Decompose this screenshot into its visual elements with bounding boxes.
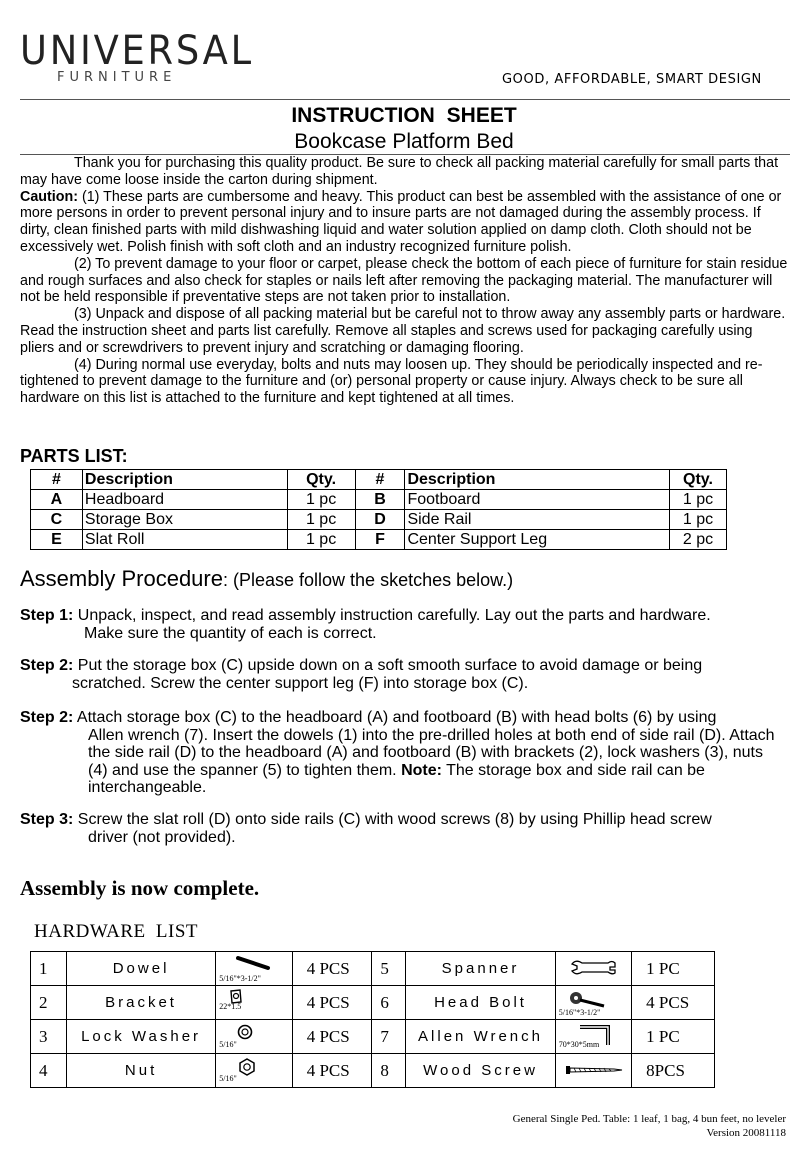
- hardware-number: 2: [31, 986, 67, 1020]
- hardware-number: 3: [31, 1020, 67, 1054]
- col-header: Qty.: [670, 470, 727, 490]
- header-divider: [20, 99, 790, 100]
- hardware-name: Lock Washer: [66, 1020, 215, 1054]
- intro-text: [20, 155, 788, 407]
- step-3: [20, 709, 788, 797]
- caution-paragraph: [20, 189, 788, 256]
- brand-logo-subtitle: FURNITURE: [57, 70, 177, 85]
- step-text: Unpack, inspect, and read assembly instruction carefully. Lay out the parts and hardware.: [73, 607, 711, 624]
- hardware-image: [216, 1020, 292, 1054]
- parts-list-heading: PARTS LIST:: [20, 446, 128, 466]
- part-qty: 1 pc: [287, 530, 355, 550]
- page-title: INSTRUCTION SHEET: [291, 104, 517, 127]
- nut-icon: [238, 1058, 256, 1076]
- hardware-image: [555, 986, 631, 1020]
- hardware-number: 4: [31, 1054, 67, 1088]
- part-qty: 1 pc: [287, 510, 355, 530]
- hardware-size: 5/16": [219, 1040, 237, 1049]
- part-description: Side Rail: [405, 510, 670, 530]
- part-id: B: [355, 490, 405, 510]
- footer-version: Version 20081118: [706, 1127, 786, 1139]
- part-qty: 2 pc: [670, 530, 727, 550]
- part-description: Center Support Leg: [405, 530, 670, 550]
- part-id: C: [31, 510, 83, 530]
- hardware-qty: 4 PCS: [632, 986, 715, 1020]
- assembly-complete: Assembly is now complete.: [20, 876, 260, 900]
- hardware-image: [216, 952, 292, 986]
- table-row: [31, 1020, 715, 1054]
- part-qty: 1 pc: [670, 510, 727, 530]
- hardware-qty: 1 PC: [632, 1020, 715, 1054]
- caution-paragraph-4: (4) During normal use everyday, bolts and nuts may loosen up. They should be periodically inspected and re-tightened to prevent damage to the furniture and (or) personal property or cause injury. Always check to be sure all hardware on this list is attached to the furniture and kept tightened at all times.: [20, 356, 763, 407]
- step-label: Step 2:: [20, 709, 74, 726]
- hardware-size: 5/16": [219, 1074, 237, 1083]
- hardware-name: Bracket: [66, 986, 215, 1020]
- caution-text: (1) These parts are cumbersome and heavy. This product can best be assembled with the assistance of one or more persons in order to prevent personal injury and to insure parts are not damaged during the assembly process. If dirty, clean finished parts with mild dishwashing liquid and water solution applied on damp cloth. Cloth should not be excessively wet. Polish finish with soft cloth and an industry recognized furniture polish.: [20, 188, 782, 255]
- intro-paragraph: Thank you for purchasing this quality product. Be sure to check all packing material carefully for small parts that may have come loose inside the carton during shipment.: [20, 155, 779, 188]
- part-description: Headboard: [82, 490, 287, 510]
- part-qty: 1 pc: [670, 490, 727, 510]
- part-description: Slat Roll: [82, 530, 287, 550]
- parts-table: [30, 469, 727, 550]
- hardware-qty: 4 PCS: [292, 986, 372, 1020]
- col-header: Description: [82, 470, 287, 490]
- hardware-qty: 4 PCS: [292, 1020, 372, 1054]
- lock-washer-icon: [236, 1023, 254, 1041]
- hardware-qty: 4 PCS: [292, 952, 372, 986]
- hardware-number: 5: [372, 952, 406, 986]
- table-row: [31, 986, 715, 1020]
- spanner-icon: [568, 958, 618, 978]
- hardware-list-heading: HARDWARE LIST: [34, 921, 199, 942]
- brand-logo: UNIVERSAL: [20, 28, 254, 74]
- hardware-name: Head Bolt: [406, 986, 555, 1020]
- step-text-body: Allen wrench (7). Insert the dowels (1) into the pre-drilled holes at both end of side rail (D). Attach the side rail (D) to the headboard (A) and footboard (B) with brackets (2), lock washers (3), nuts (4) and use the spanner (5) to tighten them.: [88, 726, 775, 779]
- hardware-image: [555, 1054, 631, 1088]
- step-label: Step 1:: [20, 607, 74, 624]
- caution-paragraph-3: (3) Unpack and dispose of all packing material but be careful not to throw away any assembly parts or hardware. Read the instruction sheet and parts list carefully. Remove all staples and screws used for packaging carefully using pliers and or screwdrivers to prevent injury and scratching or damaging flooring.: [20, 306, 786, 356]
- part-id: E: [31, 530, 83, 550]
- page-subtitle: Bookcase Platform Bed: [294, 130, 514, 153]
- hardware-number: 6: [372, 986, 406, 1020]
- step-text-cont: driver (not provided).: [88, 828, 236, 846]
- col-header: #: [355, 470, 405, 490]
- parts-table-header: [31, 470, 727, 490]
- hardware-size: 5/16"*3-1/2": [219, 974, 261, 983]
- hardware-qty: 8PCS: [632, 1054, 715, 1088]
- caution-paragraph-2: (2) To prevent damage to your floor or carpet, please check the bottom of each piece of furniture for stain residue and rough surfaces and also check for staples or nails left after removing the packaging material. The manufacturer will not be held responsible if preventative steps are not taken prior to installation.: [20, 255, 788, 306]
- tagline: GOOD, AFFORDABLE, SMART DESIGN: [502, 72, 762, 87]
- step-text-cont: Make sure the quantity of each is correct.: [84, 624, 377, 642]
- hardware-name: Allen Wrench: [406, 1020, 555, 1054]
- hardware-table: [30, 951, 715, 1088]
- hardware-name: Dowel: [66, 952, 215, 986]
- hardware-number: 8: [372, 1054, 406, 1088]
- col-header: #: [31, 470, 83, 490]
- assembly-heading-text: Assembly Procedure: [20, 566, 223, 591]
- table-row: [31, 530, 727, 550]
- wood-screw-icon: [564, 1063, 626, 1077]
- footer-note: General Single Ped. Table: 1 leaf, 1 bag, 4 bun feet, no leveler: [512, 1113, 786, 1125]
- hardware-size: 5/16"*3-1/2": [558, 1008, 601, 1017]
- hardware-image: [216, 1054, 292, 1088]
- step-1: [20, 607, 788, 642]
- step-text: Screw the slat roll (D) onto side rails (C) with wood screws (8) by using Phillip head screw: [73, 811, 712, 828]
- assembly-heading-note: : (Please follow the sketches below.): [222, 570, 514, 590]
- step-text-cont: scratched. Screw the center support leg (F) into storage box (C).: [72, 674, 529, 692]
- hardware-image: [216, 986, 292, 1020]
- hardware-name: Wood Screw: [406, 1054, 555, 1088]
- table-row: [31, 490, 727, 510]
- table-row: [31, 510, 727, 530]
- col-header: Qty.: [287, 470, 355, 490]
- col-header: Description: [405, 470, 670, 490]
- table-row: [31, 1054, 715, 1088]
- step-label: Step 3:: [20, 811, 74, 828]
- note-text: The storage box and side rail can be interchangeable.: [88, 761, 705, 797]
- hardware-qty: 4 PCS: [292, 1054, 372, 1088]
- hardware-size: 70*30*5mm: [558, 1040, 600, 1049]
- note-label: Note:: [401, 761, 442, 779]
- part-id: A: [31, 490, 83, 510]
- hardware-image: [555, 1020, 631, 1054]
- step-text-cont: [20, 727, 778, 797]
- caution-label: Caution:: [20, 188, 78, 205]
- step-text: Put the storage box (C) upside down on a soft smooth surface to avoid damage or being: [73, 657, 703, 674]
- step-2: [20, 657, 788, 692]
- dowel-icon: [234, 955, 274, 971]
- hardware-image: [555, 952, 631, 986]
- part-id: F: [355, 530, 405, 550]
- hardware-name: Spanner: [406, 952, 555, 986]
- hardware-number: 1: [31, 952, 67, 986]
- hardware-size: 22*1.5: [219, 1002, 242, 1011]
- hardware-qty: 1 PC: [632, 952, 715, 986]
- part-description: Footboard: [405, 490, 670, 510]
- assembly-heading: [20, 566, 513, 592]
- hardware-name: Nut: [66, 1054, 215, 1088]
- part-id: D: [355, 510, 405, 530]
- step-4: [20, 811, 788, 846]
- step-label: Step 2:: [20, 657, 74, 674]
- hardware-number: 7: [372, 1020, 406, 1054]
- table-row: [31, 952, 715, 986]
- part-description: Storage Box: [82, 510, 287, 530]
- step-text: Attach storage box (C) to the headboard (A) and footboard (B) with head bolts (6) by using: [73, 709, 717, 726]
- part-qty: 1 pc: [287, 490, 355, 510]
